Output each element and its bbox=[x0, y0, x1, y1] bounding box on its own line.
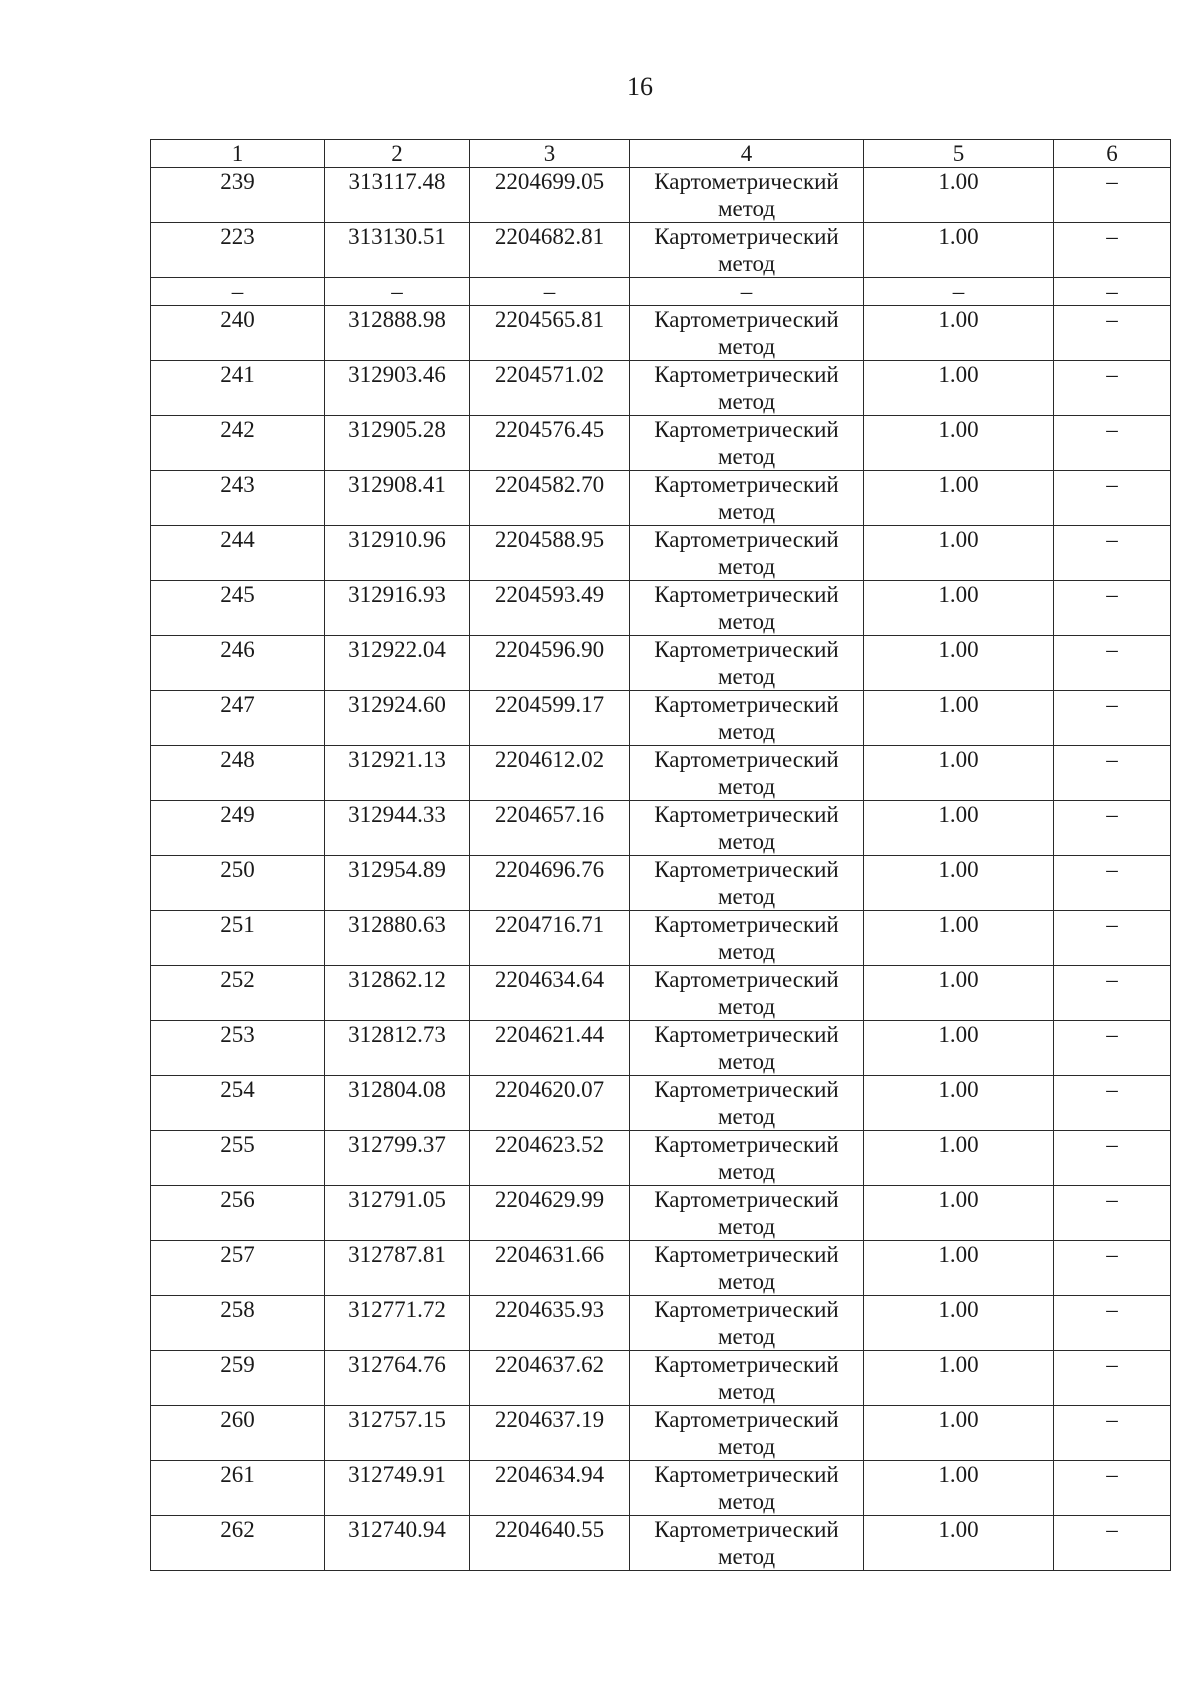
x-coordinate-cell: 312903.46 bbox=[325, 361, 470, 416]
method-cell: Картометрический метод bbox=[630, 1131, 864, 1186]
x-coordinate-cell: 313130.51 bbox=[325, 223, 470, 278]
method-cell: Картометрический метод bbox=[630, 1241, 864, 1296]
x-coordinate-cell: 312916.93 bbox=[325, 581, 470, 636]
description-cell: – bbox=[1054, 278, 1171, 306]
point-number-cell: 242 bbox=[151, 416, 325, 471]
x-coordinate-cell: 312922.04 bbox=[325, 636, 470, 691]
x-coordinate-cell: 312804.08 bbox=[325, 1076, 470, 1131]
method-cell: Картометрический метод bbox=[630, 801, 864, 856]
y-coordinate-cell: 2204596.90 bbox=[470, 636, 630, 691]
point-number-cell: 223 bbox=[151, 223, 325, 278]
table-row bbox=[151, 1021, 1171, 1076]
method-cell: Картометрический метод bbox=[630, 581, 864, 636]
x-coordinate-cell: 312905.28 bbox=[325, 416, 470, 471]
point-number-cell: 258 bbox=[151, 1296, 325, 1351]
table-body bbox=[151, 168, 1171, 1571]
table-header-row bbox=[151, 140, 1171, 168]
y-coordinate-cell: 2204682.81 bbox=[470, 223, 630, 278]
method-cell: Картометрический метод bbox=[630, 911, 864, 966]
method-cell: Картометрический метод bbox=[630, 746, 864, 801]
method-cell: Картометрический метод bbox=[630, 1516, 864, 1571]
y-coordinate-cell: 2204599.17 bbox=[470, 691, 630, 746]
point-number-cell: 249 bbox=[151, 801, 325, 856]
description-cell: – bbox=[1054, 223, 1171, 278]
description-cell: – bbox=[1054, 306, 1171, 361]
y-coordinate-cell: 2204634.64 bbox=[470, 966, 630, 1021]
y-coordinate-cell: 2204640.55 bbox=[470, 1516, 630, 1571]
x-coordinate-cell: 312888.98 bbox=[325, 306, 470, 361]
y-coordinate-cell: 2204634.94 bbox=[470, 1461, 630, 1516]
y-coordinate-cell: 2204576.45 bbox=[470, 416, 630, 471]
x-coordinate-cell: 312740.94 bbox=[325, 1516, 470, 1571]
accuracy-cell: 1.00 bbox=[864, 306, 1054, 361]
method-cell: Картометрический метод bbox=[630, 966, 864, 1021]
method-cell: Картометрический метод bbox=[630, 691, 864, 746]
description-cell: – bbox=[1054, 966, 1171, 1021]
y-coordinate-cell: 2204657.16 bbox=[470, 801, 630, 856]
accuracy-cell: 1.00 bbox=[864, 801, 1054, 856]
x-coordinate-cell: 312921.13 bbox=[325, 746, 470, 801]
x-coordinate-cell: 312924.60 bbox=[325, 691, 470, 746]
accuracy-cell: 1.00 bbox=[864, 636, 1054, 691]
x-coordinate-cell: 312749.91 bbox=[325, 1461, 470, 1516]
page-number: 16 bbox=[627, 72, 653, 101]
accuracy-cell: 1.00 bbox=[864, 1461, 1054, 1516]
accuracy-cell: 1.00 bbox=[864, 746, 1054, 801]
description-cell: – bbox=[1054, 1021, 1171, 1076]
description-cell: – bbox=[1054, 636, 1171, 691]
point-number-cell: 248 bbox=[151, 746, 325, 801]
table-row bbox=[151, 416, 1171, 471]
x-coordinate-cell: 312954.89 bbox=[325, 856, 470, 911]
x-coordinate-cell: 312910.96 bbox=[325, 526, 470, 581]
point-number-cell: 254 bbox=[151, 1076, 325, 1131]
method-cell: Картометрический метод bbox=[630, 1351, 864, 1406]
accuracy-cell: 1.00 bbox=[864, 1021, 1054, 1076]
table-row bbox=[151, 1186, 1171, 1241]
accuracy-cell: 1.00 bbox=[864, 361, 1054, 416]
x-coordinate-cell: 312880.63 bbox=[325, 911, 470, 966]
column-header: 5 bbox=[864, 140, 1054, 168]
table-row bbox=[151, 856, 1171, 911]
description-cell: – bbox=[1054, 1186, 1171, 1241]
description-cell: – bbox=[1054, 1351, 1171, 1406]
x-coordinate-cell: 312908.41 bbox=[325, 471, 470, 526]
point-number-cell: 262 bbox=[151, 1516, 325, 1571]
x-coordinate-cell: 312812.73 bbox=[325, 1021, 470, 1076]
description-cell: – bbox=[1054, 1131, 1171, 1186]
table-row bbox=[151, 168, 1171, 223]
method-cell: Картометрический метод bbox=[630, 1186, 864, 1241]
column-header: 1 bbox=[151, 140, 325, 168]
method-cell: Картометрический метод bbox=[630, 1021, 864, 1076]
x-coordinate-cell: 312944.33 bbox=[325, 801, 470, 856]
table-row bbox=[151, 361, 1171, 416]
description-cell: – bbox=[1054, 471, 1171, 526]
x-coordinate-cell: 312787.81 bbox=[325, 1241, 470, 1296]
description-cell: – bbox=[1054, 1076, 1171, 1131]
method-cell: – bbox=[630, 278, 864, 306]
y-coordinate-cell: 2204582.70 bbox=[470, 471, 630, 526]
table-row bbox=[151, 911, 1171, 966]
y-coordinate-cell: 2204593.49 bbox=[470, 581, 630, 636]
point-number-cell: 260 bbox=[151, 1406, 325, 1461]
y-coordinate-cell: 2204696.76 bbox=[470, 856, 630, 911]
x-coordinate-cell: 312757.15 bbox=[325, 1406, 470, 1461]
y-coordinate-cell: 2204635.93 bbox=[470, 1296, 630, 1351]
x-coordinate-cell: 313117.48 bbox=[325, 168, 470, 223]
accuracy-cell: 1.00 bbox=[864, 1351, 1054, 1406]
y-coordinate-cell: 2204699.05 bbox=[470, 168, 630, 223]
method-cell: Картометрический метод bbox=[630, 223, 864, 278]
description-cell: – bbox=[1054, 416, 1171, 471]
description-cell: – bbox=[1054, 691, 1171, 746]
accuracy-cell: 1.00 bbox=[864, 856, 1054, 911]
y-coordinate-cell: 2204612.02 bbox=[470, 746, 630, 801]
x-coordinate-cell: 312862.12 bbox=[325, 966, 470, 1021]
accuracy-cell: 1.00 bbox=[864, 1241, 1054, 1296]
point-number-cell: 241 bbox=[151, 361, 325, 416]
method-cell: Картометрический метод bbox=[630, 526, 864, 581]
method-cell: Картометрический метод bbox=[630, 168, 864, 223]
x-coordinate-cell: 312791.05 bbox=[325, 1186, 470, 1241]
description-cell: – bbox=[1054, 168, 1171, 223]
table-row bbox=[151, 581, 1171, 636]
y-coordinate-cell: 2204588.95 bbox=[470, 526, 630, 581]
x-coordinate-cell: 312771.72 bbox=[325, 1296, 470, 1351]
method-cell: Картометрический метод bbox=[630, 636, 864, 691]
y-coordinate-cell: 2204623.52 bbox=[470, 1131, 630, 1186]
coordinates-table bbox=[150, 139, 1171, 1571]
y-coordinate-cell: 2204565.81 bbox=[470, 306, 630, 361]
point-number-cell: 259 bbox=[151, 1351, 325, 1406]
method-cell: Картометрический метод bbox=[630, 416, 864, 471]
point-number-cell: 245 bbox=[151, 581, 325, 636]
accuracy-cell: – bbox=[864, 278, 1054, 306]
table-row bbox=[151, 471, 1171, 526]
column-header: 2 bbox=[325, 140, 470, 168]
method-cell: Картометрический метод bbox=[630, 856, 864, 911]
table-row bbox=[151, 306, 1171, 361]
y-coordinate-cell: 2204716.71 bbox=[470, 911, 630, 966]
method-cell: Картометрический метод bbox=[630, 361, 864, 416]
table-row bbox=[151, 1351, 1171, 1406]
y-coordinate-cell: 2204637.62 bbox=[470, 1351, 630, 1406]
description-cell: – bbox=[1054, 911, 1171, 966]
accuracy-cell: 1.00 bbox=[864, 911, 1054, 966]
accuracy-cell: 1.00 bbox=[864, 416, 1054, 471]
accuracy-cell: 1.00 bbox=[864, 1076, 1054, 1131]
y-coordinate-cell: 2204631.66 bbox=[470, 1241, 630, 1296]
table-row bbox=[151, 1406, 1171, 1461]
point-number-cell: 243 bbox=[151, 471, 325, 526]
table-row bbox=[151, 746, 1171, 801]
table-row bbox=[151, 223, 1171, 278]
point-number-cell: 261 bbox=[151, 1461, 325, 1516]
point-number-cell: 246 bbox=[151, 636, 325, 691]
point-number-cell: 247 bbox=[151, 691, 325, 746]
table-row bbox=[151, 1461, 1171, 1516]
y-coordinate-cell: 2204629.99 bbox=[470, 1186, 630, 1241]
method-cell: Картометрический метод bbox=[630, 1076, 864, 1131]
accuracy-cell: 1.00 bbox=[864, 691, 1054, 746]
point-number-cell: 240 bbox=[151, 306, 325, 361]
description-cell: – bbox=[1054, 1516, 1171, 1571]
y-coordinate-cell: 2204637.19 bbox=[470, 1406, 630, 1461]
point-number-cell: – bbox=[151, 278, 325, 306]
method-cell: Картометрический метод bbox=[630, 471, 864, 526]
table-row bbox=[151, 1516, 1171, 1571]
method-cell: Картометрический метод bbox=[630, 1296, 864, 1351]
point-number-cell: 253 bbox=[151, 1021, 325, 1076]
description-cell: – bbox=[1054, 1241, 1171, 1296]
point-number-cell: 256 bbox=[151, 1186, 325, 1241]
point-number-cell: 244 bbox=[151, 526, 325, 581]
accuracy-cell: 1.00 bbox=[864, 1296, 1054, 1351]
accuracy-cell: 1.00 bbox=[864, 168, 1054, 223]
description-cell: – bbox=[1054, 1461, 1171, 1516]
table-row bbox=[151, 1076, 1171, 1131]
table-row bbox=[151, 526, 1171, 581]
accuracy-cell: 1.00 bbox=[864, 1516, 1054, 1571]
method-cell: Картометрический метод bbox=[630, 1406, 864, 1461]
point-number-cell: 255 bbox=[151, 1131, 325, 1186]
accuracy-cell: 1.00 bbox=[864, 1186, 1054, 1241]
description-cell: – bbox=[1054, 746, 1171, 801]
x-coordinate-cell: 312799.37 bbox=[325, 1131, 470, 1186]
table-row bbox=[151, 1296, 1171, 1351]
description-cell: – bbox=[1054, 1406, 1171, 1461]
description-cell: – bbox=[1054, 1296, 1171, 1351]
description-cell: – bbox=[1054, 856, 1171, 911]
method-cell: Картометрический метод bbox=[630, 306, 864, 361]
table-row bbox=[151, 1241, 1171, 1296]
column-header: 3 bbox=[470, 140, 630, 168]
y-coordinate-cell: 2204620.07 bbox=[470, 1076, 630, 1131]
y-coordinate-cell: 2204571.02 bbox=[470, 361, 630, 416]
table-row bbox=[151, 636, 1171, 691]
x-coordinate-cell: 312764.76 bbox=[325, 1351, 470, 1406]
method-cell: Картометрический метод bbox=[630, 1461, 864, 1516]
accuracy-cell: 1.00 bbox=[864, 581, 1054, 636]
accuracy-cell: 1.00 bbox=[864, 223, 1054, 278]
description-cell: – bbox=[1054, 526, 1171, 581]
point-number-cell: 257 bbox=[151, 1241, 325, 1296]
point-number-cell: 252 bbox=[151, 966, 325, 1021]
table-row bbox=[151, 691, 1171, 746]
column-header: 4 bbox=[630, 140, 864, 168]
accuracy-cell: 1.00 bbox=[864, 1131, 1054, 1186]
table-row bbox=[151, 1131, 1171, 1186]
description-cell: – bbox=[1054, 361, 1171, 416]
accuracy-cell: 1.00 bbox=[864, 1406, 1054, 1461]
accuracy-cell: 1.00 bbox=[864, 471, 1054, 526]
point-number-cell: 239 bbox=[151, 168, 325, 223]
accuracy-cell: 1.00 bbox=[864, 526, 1054, 581]
description-cell: – bbox=[1054, 801, 1171, 856]
point-number-cell: 250 bbox=[151, 856, 325, 911]
table-row bbox=[151, 801, 1171, 856]
y-coordinate-cell: – bbox=[470, 278, 630, 306]
column-header: 6 bbox=[1054, 140, 1171, 168]
accuracy-cell: 1.00 bbox=[864, 966, 1054, 1021]
table-row bbox=[151, 966, 1171, 1021]
y-coordinate-cell: 2204621.44 bbox=[470, 1021, 630, 1076]
x-coordinate-cell: – bbox=[325, 278, 470, 306]
description-cell: – bbox=[1054, 581, 1171, 636]
separator-row bbox=[151, 278, 1171, 306]
point-number-cell: 251 bbox=[151, 911, 325, 966]
